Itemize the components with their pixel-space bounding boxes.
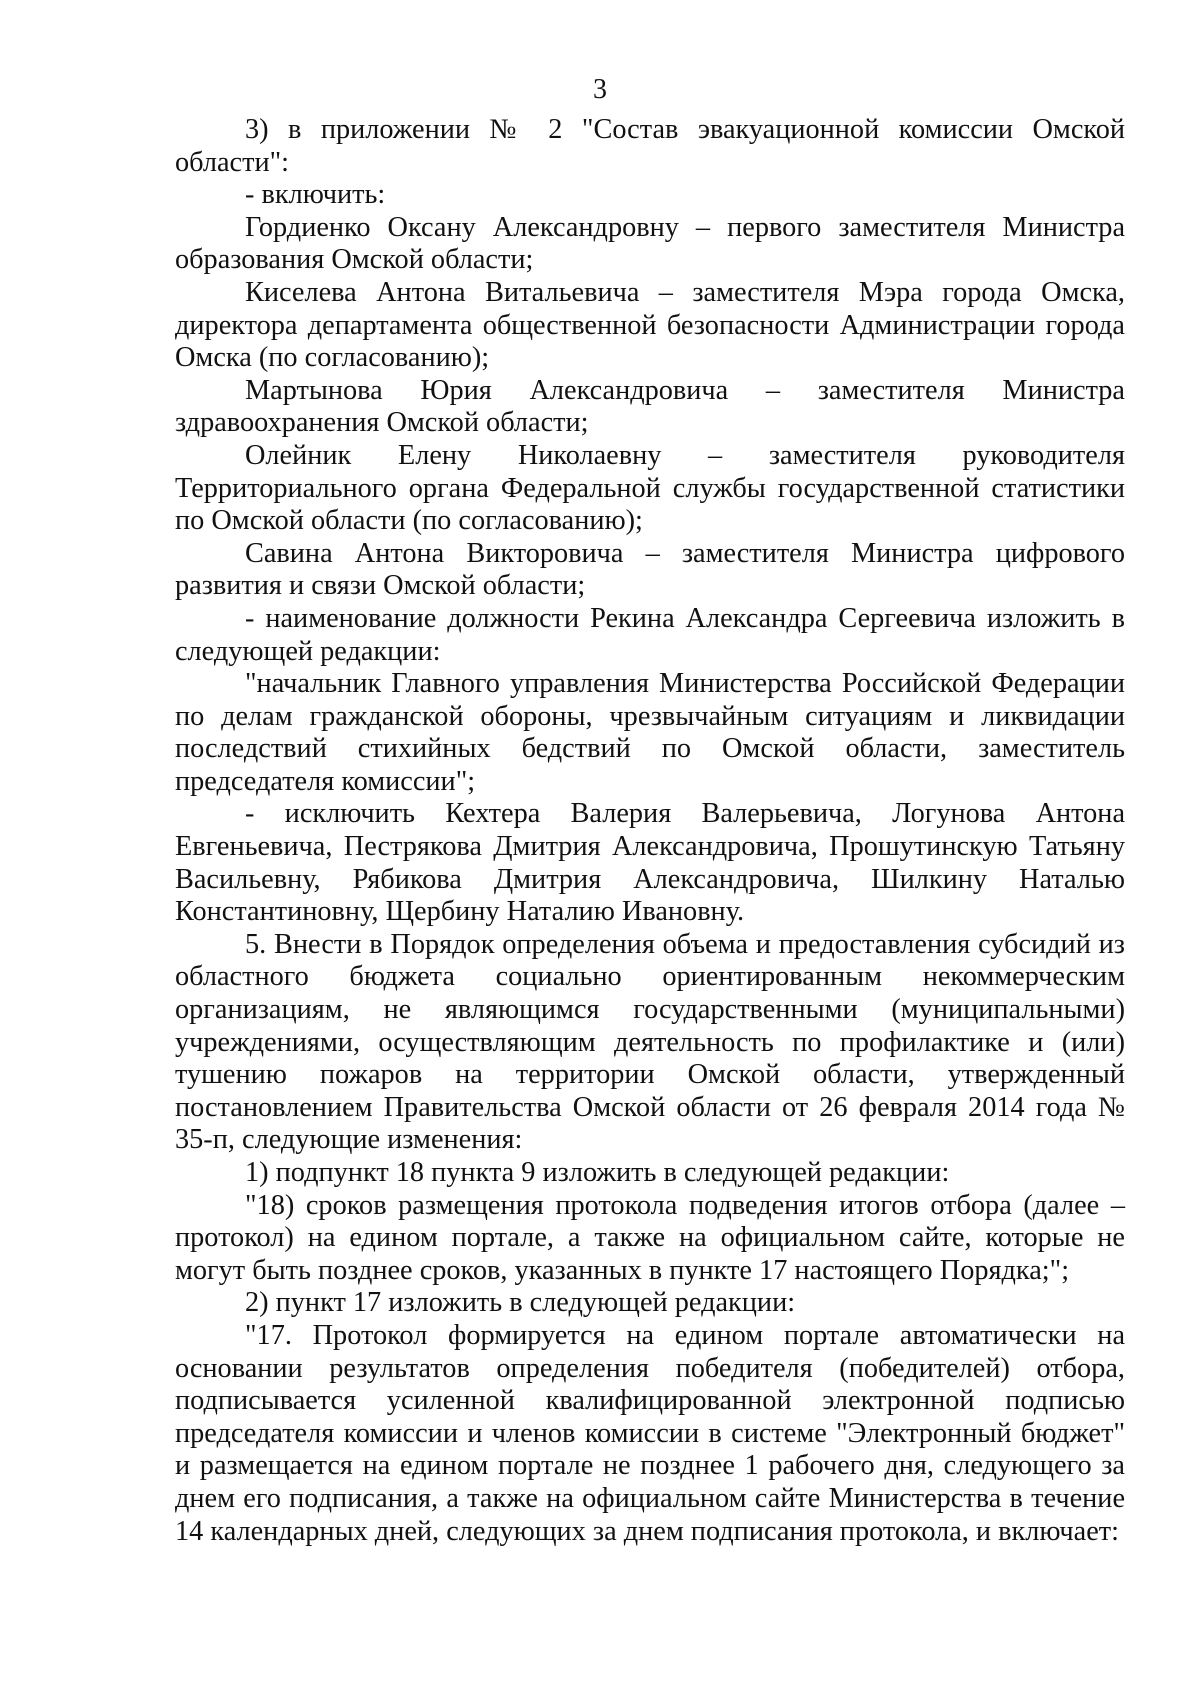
paragraph-item-17: "17. Протокол формируется на едином портале автоматически на основании результатов определения победителя (победителей) отбора, подписывается усиленной квалифицированной электронной подписью председателя комиссии и членов комиссии в системе "Электронный бюджет" и размещается на едином портале не позднее 1 рабочего дня, следующего за днем его подписания, а также на официальном сайте Министерства в течение 14 календарных дней, следующих за днем подписания протокола, и включает: [175,1319,1125,1547]
paragraph-martynov: Мартынова Юрия Александровича – заместителя Министра здравоохранения Омской области; [175,374,1125,439]
paragraph-exclude: - исключить Кехтера Валерия Валерьевича, Логунова Антона Евгеньевича, Пестрякова Дмитрия Александровича, Прошутинскую Татьяну Васильевну, Рябикова Дмитрия Александровича, Шилкину Наталью Константиновну, Щербину Наталию Ивановну. [175,798,1125,928]
paragraph-rekin-title: - наименование должности Рекина Александра Сергеевича изложить в следующей редакции: [175,602,1125,667]
paragraph-appendix-2: 3) в приложении № 2 "Состав эвакуационной комиссии Омской области": [175,114,1125,178]
document-body [175,114,1125,1548]
paragraph-savin: Савина Антона Викторовича – заместителя Министра цифрового развития и связи Омской области; [175,537,1125,602]
paragraph-oleynik: Олейник Елену Николаевну – заместителя руководителя Территориального органа Федеральной службы государственной статистики по Омской области (по согласованию); [175,439,1125,537]
paragraph-subitem-2: 2) пункт 17 изложить в следующей редакции: [245,1287,796,1319]
paragraph-include: - включить: [245,179,386,211]
page-number: 3 [593,74,607,105]
paragraph-kiselev: Киселева Антона Витальевича – заместителя Мэра города Омска, директора департамента общественной безопасности Администрации города Омска (по согласованию); [175,276,1125,374]
paragraph-subitem-1: 1) подпункт 18 пункта 9 изложить в следующей редакции: [245,1157,950,1188]
paragraph-gordienko: Гордиенко Оксану Александровну – первого заместителя Министра образования Омской области; [175,211,1125,276]
paragraph-subitem-18: "18) сроков размещения протокола подведения итогов отбора (далее – протокол) на едином портале, а также на официальном сайте, которые не могут быть позднее сроков, указанных в пункте 17 настоящего Порядка;"; [175,1189,1125,1286]
paragraph-rekin-position: "начальник Главного управления Министерства Российской Федерации по делам гражданской обороны, чрезвычайным ситуациям и ликвидации последствий стихийных бедствий по Омской области, заместитель председателя комиссии"; [175,668,1125,797]
paragraph-item-5: 5. Внести в Порядок определения объема и предоставления субсидий из областного бюджета социально ориентированным некоммерческим организациям, не являющимся государственными (муниципальными) учреждениями, осуществляющим деятельность по профилактике и (или) тушению пожаров на территории Омской области, утвержденный постановлением Правительства Омской области от 26 февраля 2014 года № 35-п, следующие изменения: [175,928,1125,1156]
